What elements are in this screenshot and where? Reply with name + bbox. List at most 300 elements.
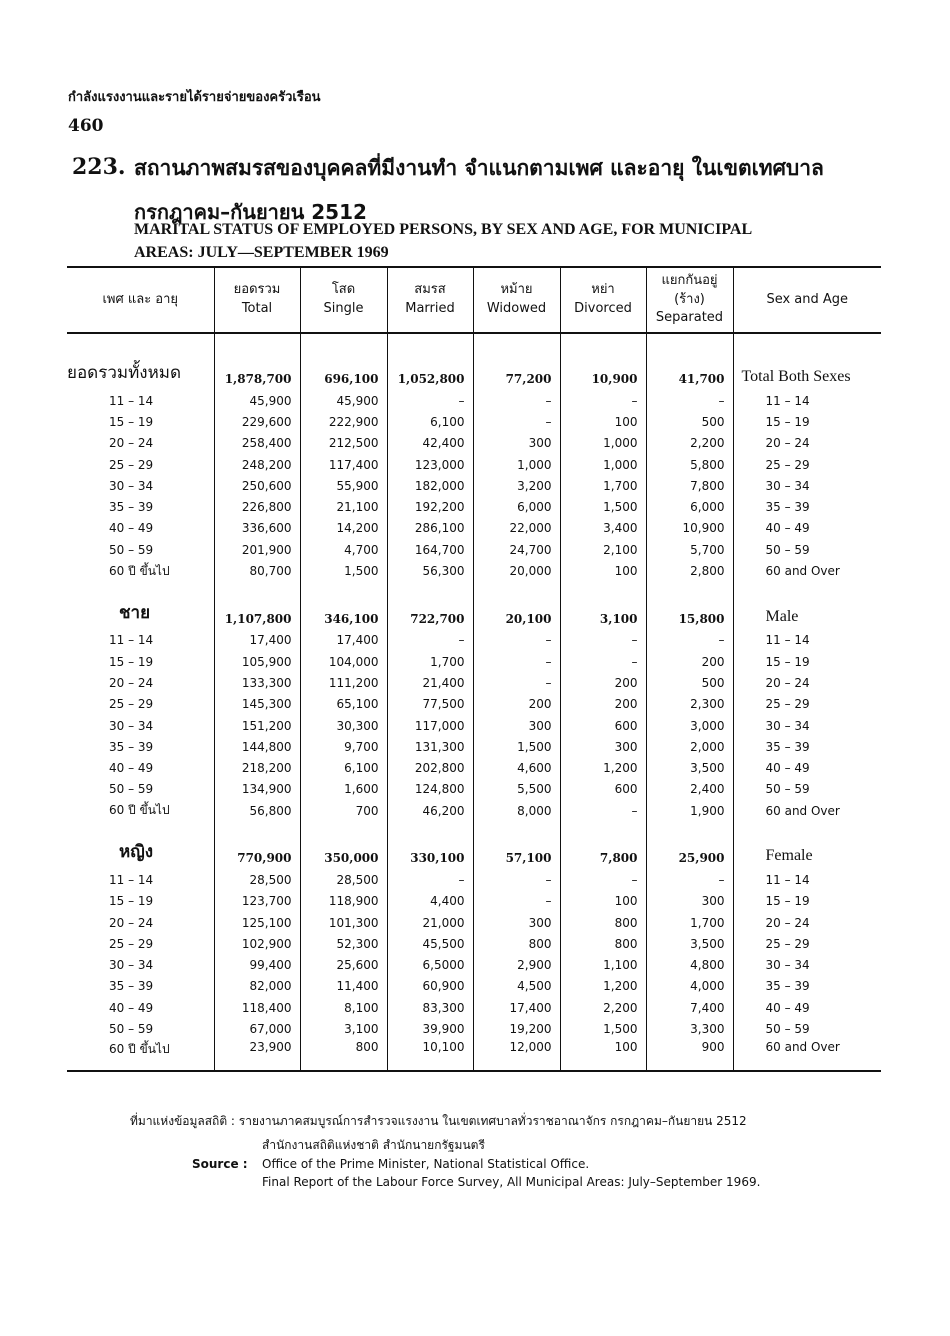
- value-cell: 10,100: [387, 1040, 473, 1071]
- value-cell: 117,400: [300, 454, 387, 475]
- column-header-1: [214, 267, 300, 333]
- value-cell: 23,900: [214, 1040, 300, 1071]
- value-cell: 6,100: [387, 411, 473, 432]
- value-cell: 2,000: [646, 736, 733, 757]
- value-cell: 19,200: [473, 1018, 560, 1039]
- value-cell: 250,600: [214, 475, 300, 496]
- value-cell: 800: [300, 1040, 387, 1071]
- age-group-english: 25 – 29: [733, 933, 881, 954]
- age-group-thai: 25 – 29: [109, 936, 154, 951]
- age-group-thai: 60 ปี ขึ้นไป: [109, 803, 170, 818]
- spacer-cell: [67, 582, 214, 596]
- column-header-english: Single: [323, 301, 364, 316]
- age-group-english: 60 and Over: [733, 800, 881, 821]
- column-header-0: [67, 267, 214, 333]
- table-row: [67, 475, 881, 496]
- value-cell: 1,600: [300, 779, 387, 800]
- column-header-english: Total: [241, 301, 273, 316]
- value-cell: 104,000: [300, 651, 387, 672]
- section-label-thai: ยอดรวมทั้งหมด: [67, 363, 182, 383]
- age-group-english: 50 – 59: [733, 779, 881, 800]
- column-header-4: [473, 267, 560, 333]
- section-label-english: Total Both Sexes: [733, 356, 881, 390]
- spacer-cell: [473, 582, 560, 596]
- value-cell: 30,300: [300, 715, 387, 736]
- age-group-english: 15 – 19: [733, 411, 881, 432]
- spacer-cell: [67, 821, 214, 835]
- value-cell: 52,300: [300, 933, 387, 954]
- value-cell: 1,000: [560, 454, 646, 475]
- value-cell: 21,100: [300, 496, 387, 517]
- value-cell: 700: [300, 800, 387, 821]
- age-group-english: 20 – 24: [733, 912, 881, 933]
- column-header-english: Married: [405, 301, 455, 316]
- total-cell: 330,100: [387, 835, 473, 869]
- value-cell: 3,200: [473, 475, 560, 496]
- table-row: [67, 454, 881, 475]
- age-group-thai: 35 – 39: [109, 739, 154, 754]
- total-cell: 770,900: [214, 835, 300, 869]
- value-cell: 7,400: [646, 997, 733, 1018]
- value-cell: 105,900: [214, 651, 300, 672]
- value-cell: –: [646, 869, 733, 890]
- value-cell: 82,000: [214, 976, 300, 997]
- total-cell: 1,107,800: [214, 596, 300, 630]
- age-group-english: 11 – 14: [733, 390, 881, 411]
- value-cell: –: [560, 869, 646, 890]
- value-cell: 800: [560, 912, 646, 933]
- age-group-english: 50 – 59: [733, 539, 881, 560]
- value-cell: 1,700: [387, 651, 473, 672]
- age-group-thai: 30 – 34: [109, 958, 154, 973]
- table-row: [67, 411, 881, 432]
- age-group-english: 60 and Over: [733, 560, 881, 581]
- value-cell: 42,400: [387, 433, 473, 454]
- total-cell: 57,100: [473, 835, 560, 869]
- source-english-line1: Office of the Prime Minister, National Statistical Office.: [262, 1157, 590, 1171]
- section-total-row: [67, 835, 881, 869]
- value-cell: 1,200: [560, 757, 646, 778]
- table-row: [67, 630, 881, 651]
- total-cell: 1,878,700: [214, 356, 300, 390]
- value-cell: 17,400: [473, 997, 560, 1018]
- value-cell: 4,700: [300, 539, 387, 560]
- value-cell: 80,700: [214, 560, 300, 581]
- value-cell: 6,100: [300, 757, 387, 778]
- value-cell: –: [473, 651, 560, 672]
- title-thai-line2: กรกฎาคม–กันยายน 2512: [134, 200, 367, 224]
- age-group-english: 30 – 34: [733, 475, 881, 496]
- age-group-thai: 50 – 59: [109, 542, 154, 557]
- age-group-english: 15 – 19: [733, 891, 881, 912]
- total-cell: 15,800: [646, 596, 733, 630]
- value-cell: 111,200: [300, 672, 387, 693]
- table-row: [67, 1018, 881, 1039]
- value-cell: 900: [646, 1040, 733, 1071]
- value-cell: 3,000: [646, 715, 733, 736]
- value-cell: 1,900: [646, 800, 733, 821]
- value-cell: 25,600: [300, 955, 387, 976]
- value-cell: 4,800: [646, 955, 733, 976]
- value-cell: 300: [560, 736, 646, 757]
- spacer-cell: [560, 582, 646, 596]
- value-cell: 100: [560, 560, 646, 581]
- table-header-row: [67, 267, 881, 333]
- value-cell: 336,600: [214, 518, 300, 539]
- value-cell: 117,000: [387, 715, 473, 736]
- column-header-english: Separated: [655, 310, 724, 326]
- spacer-cell: [300, 821, 387, 835]
- value-cell: 83,300: [387, 997, 473, 1018]
- value-cell: 3,300: [646, 1018, 733, 1039]
- value-cell: 200: [560, 672, 646, 693]
- spacer-cell: [67, 333, 214, 356]
- age-group-english: 11 – 14: [733, 630, 881, 651]
- age-group-english: 60 and Over: [733, 1040, 881, 1071]
- source-english-line2: Final Report of the Labour Force Survey, All Municipal Areas: July–September 1969.: [262, 1175, 761, 1189]
- spacer-row: [67, 333, 881, 356]
- age-group-thai: 30 – 34: [109, 718, 154, 733]
- value-cell: 45,900: [214, 390, 300, 411]
- total-cell: 3,100: [560, 596, 646, 630]
- table-row: [67, 694, 881, 715]
- value-cell: 2,900: [473, 955, 560, 976]
- table-row: [67, 891, 881, 912]
- value-cell: 2,200: [646, 433, 733, 454]
- value-cell: –: [473, 390, 560, 411]
- table-row: [67, 433, 881, 454]
- value-cell: 212,500: [300, 433, 387, 454]
- title-english-line2: AREAS: JULY—SEPTEMBER 1969: [134, 244, 389, 261]
- column-header-english: Divorced: [574, 301, 632, 316]
- column-header-thai: หม้าย: [500, 282, 533, 298]
- value-cell: 123,000: [387, 454, 473, 475]
- value-cell: 4,000: [646, 976, 733, 997]
- age-group-thai: 25 – 29: [109, 697, 154, 712]
- age-group-thai: 11 – 14: [109, 393, 154, 408]
- value-cell: 201,900: [214, 539, 300, 560]
- spacer-cell: [214, 333, 300, 356]
- age-group-thai: 20 – 24: [109, 915, 154, 930]
- value-cell: 10,900: [646, 518, 733, 539]
- value-cell: 102,900: [214, 933, 300, 954]
- section-label-english: Female: [733, 835, 881, 869]
- value-cell: 20,000: [473, 560, 560, 581]
- value-cell: 4,600: [473, 757, 560, 778]
- spacer-cell: [733, 333, 881, 356]
- value-cell: 258,400: [214, 433, 300, 454]
- value-cell: 56,800: [214, 800, 300, 821]
- value-cell: 134,900: [214, 779, 300, 800]
- value-cell: 202,800: [387, 757, 473, 778]
- column-header-thai: สมรส: [414, 282, 446, 298]
- age-group-thai: 60 ปี ขึ้นไป: [67, 1040, 214, 1071]
- value-cell: –: [387, 630, 473, 651]
- table-row: [67, 715, 881, 736]
- value-cell: 14,200: [300, 518, 387, 539]
- column-header-english: Sex and Age: [766, 291, 849, 307]
- value-cell: 200: [646, 651, 733, 672]
- age-group-english: 35 – 39: [733, 736, 881, 757]
- table-number: 223.: [72, 154, 126, 180]
- table-row: [67, 560, 881, 581]
- value-cell: 46,200: [387, 800, 473, 821]
- table-row: [67, 976, 881, 997]
- spacer-row: [67, 582, 881, 596]
- value-cell: 131,300: [387, 736, 473, 757]
- value-cell: 65,100: [300, 694, 387, 715]
- value-cell: 5,500: [473, 779, 560, 800]
- value-cell: 1,500: [560, 1018, 646, 1039]
- total-cell: 41,700: [646, 356, 733, 390]
- value-cell: 2,100: [560, 539, 646, 560]
- value-cell: 55,900: [300, 475, 387, 496]
- age-group-english: 40 – 49: [733, 518, 881, 539]
- age-group-thai: 50 – 59: [109, 782, 154, 797]
- spacer-cell: [560, 821, 646, 835]
- value-cell: –: [646, 630, 733, 651]
- spacer-cell: [300, 333, 387, 356]
- value-cell: 45,900: [300, 390, 387, 411]
- age-group-english: 50 – 59: [733, 1018, 881, 1039]
- value-cell: 4,400: [387, 891, 473, 912]
- age-group-english: 25 – 29: [733, 694, 881, 715]
- value-cell: 6,000: [646, 496, 733, 517]
- value-cell: 286,100: [387, 518, 473, 539]
- value-cell: 101,300: [300, 912, 387, 933]
- value-cell: –: [646, 390, 733, 411]
- total-cell: 1,052,800: [387, 356, 473, 390]
- value-cell: 1,700: [646, 912, 733, 933]
- value-cell: 500: [646, 672, 733, 693]
- value-cell: –: [387, 869, 473, 890]
- value-cell: 9,700: [300, 736, 387, 757]
- value-cell: –: [560, 390, 646, 411]
- value-cell: –: [560, 800, 646, 821]
- value-cell: 7,800: [646, 475, 733, 496]
- table-body: [67, 333, 881, 1071]
- value-cell: 1,500: [473, 736, 560, 757]
- section-total-row: [67, 596, 881, 630]
- value-cell: –: [473, 891, 560, 912]
- value-cell: 1,700: [560, 475, 646, 496]
- value-cell: 125,100: [214, 912, 300, 933]
- value-cell: –: [560, 630, 646, 651]
- value-cell: 145,300: [214, 694, 300, 715]
- age-group-thai: 40 – 49: [109, 521, 154, 536]
- section-total-row: [67, 356, 881, 390]
- column-header-thai: ยอดรวม: [233, 282, 281, 298]
- value-cell: 600: [560, 715, 646, 736]
- age-group-thai: 60 ปี ขึ้นไป: [109, 563, 170, 578]
- value-cell: 2,400: [646, 779, 733, 800]
- value-cell: 12,000: [473, 1040, 560, 1071]
- table-row: [67, 757, 881, 778]
- column-header-thai: เพศ และ อายุ: [102, 291, 179, 307]
- running-head: กำลังแรงงานและรายได้รายจ่ายของครัวเรือน: [68, 90, 321, 105]
- value-cell: 21,000: [387, 912, 473, 933]
- value-cell: 21,400: [387, 672, 473, 693]
- value-cell: 1,500: [300, 560, 387, 581]
- column-header-7: [733, 267, 881, 333]
- section-label-english: Male: [733, 596, 881, 630]
- age-group-thai: 35 – 39: [109, 500, 154, 515]
- value-cell: 60,900: [387, 976, 473, 997]
- value-cell: 118,400: [214, 997, 300, 1018]
- age-group-english: 40 – 49: [733, 757, 881, 778]
- marital-status-table: [67, 266, 881, 1072]
- value-cell: 600: [560, 779, 646, 800]
- spacer-cell: [300, 582, 387, 596]
- column-header-english: Widowed: [486, 301, 547, 316]
- value-cell: 2,800: [646, 560, 733, 581]
- table-row: [67, 779, 881, 800]
- value-cell: 800: [473, 933, 560, 954]
- age-group-thai: 15 – 19: [109, 414, 154, 429]
- value-cell: 3,500: [646, 933, 733, 954]
- age-group-thai: 15 – 19: [109, 654, 154, 669]
- age-group-thai: 35 – 39: [109, 979, 154, 994]
- column-header-thai: หย่า: [591, 282, 615, 298]
- value-cell: 1,200: [560, 976, 646, 997]
- table-row: [67, 539, 881, 560]
- total-cell: 10,900: [560, 356, 646, 390]
- column-header-thai: แยกกันอยู่ (ร้าง): [661, 272, 718, 307]
- table-row: [67, 933, 881, 954]
- spacer-cell: [733, 582, 881, 596]
- total-cell: 346,100: [300, 596, 387, 630]
- table-row: [67, 800, 881, 821]
- table-row: [67, 997, 881, 1018]
- value-cell: –: [560, 651, 646, 672]
- table-row: [67, 912, 881, 933]
- value-cell: –: [473, 411, 560, 432]
- spacer-cell: [646, 821, 733, 835]
- section-label-thai: ชาย: [119, 602, 151, 623]
- value-cell: 164,700: [387, 539, 473, 560]
- value-cell: 300: [473, 433, 560, 454]
- value-cell: 200: [560, 694, 646, 715]
- value-cell: 3,100: [300, 1018, 387, 1039]
- value-cell: 124,800: [387, 779, 473, 800]
- table-row: [67, 651, 881, 672]
- age-group-thai: 15 – 19: [109, 894, 154, 909]
- column-header-6: [646, 267, 733, 333]
- age-group-thai: 25 – 29: [109, 457, 154, 472]
- value-cell: 8,100: [300, 997, 387, 1018]
- value-cell: 28,500: [214, 869, 300, 890]
- total-cell: 696,100: [300, 356, 387, 390]
- value-cell: 6,5000: [387, 955, 473, 976]
- age-group-english: 30 – 34: [733, 715, 881, 736]
- value-cell: 99,400: [214, 955, 300, 976]
- value-cell: 192,200: [387, 496, 473, 517]
- column-header-thai: โสด: [331, 282, 356, 298]
- title-thai-line1: สถานภาพสมรสของบุคคลที่มีงานทำ จำแนกตามเพศ และอายุ ในเขตเทศบาล: [134, 156, 824, 180]
- value-cell: 4,500: [473, 976, 560, 997]
- table-row: [67, 955, 881, 976]
- table-row: [67, 518, 881, 539]
- total-cell: 20,100: [473, 596, 560, 630]
- value-cell: 100: [560, 411, 646, 432]
- value-cell: 800: [560, 933, 646, 954]
- value-cell: 77,500: [387, 694, 473, 715]
- source-label: Source :: [192, 1157, 248, 1171]
- value-cell: 6,000: [473, 496, 560, 517]
- value-cell: 222,900: [300, 411, 387, 432]
- age-group-english: 20 – 24: [733, 433, 881, 454]
- age-group-thai: 11 – 14: [109, 633, 154, 648]
- value-cell: 1,000: [473, 454, 560, 475]
- value-cell: 144,800: [214, 736, 300, 757]
- spacer-cell: [646, 333, 733, 356]
- spacer-cell: [560, 333, 646, 356]
- value-cell: 11,400: [300, 976, 387, 997]
- table-row: [67, 390, 881, 411]
- value-cell: 1,000: [560, 433, 646, 454]
- age-group-thai: 50 – 59: [109, 1022, 154, 1037]
- value-cell: 56,300: [387, 560, 473, 581]
- total-cell: 7,800: [560, 835, 646, 869]
- value-cell: 5,800: [646, 454, 733, 475]
- age-group-english: 30 – 34: [733, 955, 881, 976]
- value-cell: 100: [560, 1040, 646, 1071]
- value-cell: 28,500: [300, 869, 387, 890]
- source-thai-line2: สำนักงานสถิติแห่งชาติ สำนักนายกรัฐมนตรี: [262, 1138, 485, 1152]
- value-cell: 300: [646, 891, 733, 912]
- age-group-english: 35 – 39: [733, 976, 881, 997]
- age-group-thai: 11 – 14: [109, 872, 154, 887]
- total-cell: 77,200: [473, 356, 560, 390]
- value-cell: 100: [560, 891, 646, 912]
- table-row: [67, 496, 881, 517]
- value-cell: 300: [473, 715, 560, 736]
- table-row: [67, 672, 881, 693]
- age-group-english: 15 – 19: [733, 651, 881, 672]
- spacer-cell: [387, 333, 473, 356]
- value-cell: 226,800: [214, 496, 300, 517]
- value-cell: 2,300: [646, 694, 733, 715]
- value-cell: 17,400: [300, 630, 387, 651]
- value-cell: 123,700: [214, 891, 300, 912]
- age-group-english: 11 – 14: [733, 869, 881, 890]
- age-group-english: 35 – 39: [733, 496, 881, 517]
- age-group-english: 20 – 24: [733, 672, 881, 693]
- value-cell: 1,100: [560, 955, 646, 976]
- column-header-2: [300, 267, 387, 333]
- table-row: [67, 1040, 881, 1071]
- value-cell: 248,200: [214, 454, 300, 475]
- spacer-cell: [214, 582, 300, 596]
- spacer-cell: [646, 582, 733, 596]
- age-group-thai: 20 – 24: [109, 675, 154, 690]
- value-cell: 182,000: [387, 475, 473, 496]
- total-cell: 350,000: [300, 835, 387, 869]
- spacer-cell: [214, 821, 300, 835]
- age-group-thai: 30 – 34: [109, 478, 154, 493]
- value-cell: 8,000: [473, 800, 560, 821]
- value-cell: 200: [473, 694, 560, 715]
- table-row: [67, 736, 881, 757]
- value-cell: 39,900: [387, 1018, 473, 1039]
- value-cell: 45,500: [387, 933, 473, 954]
- age-group-thai: 40 – 49: [109, 1000, 154, 1015]
- value-cell: 5,700: [646, 539, 733, 560]
- value-cell: 22,000: [473, 518, 560, 539]
- value-cell: 17,400: [214, 630, 300, 651]
- spacer-cell: [473, 333, 560, 356]
- value-cell: 1,500: [560, 496, 646, 517]
